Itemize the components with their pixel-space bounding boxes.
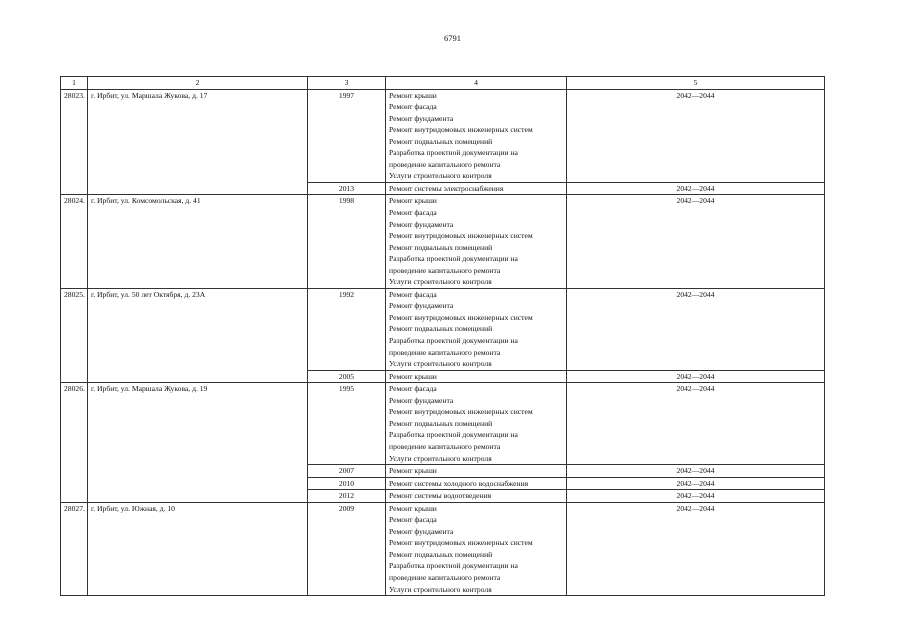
repair-works-cell xyxy=(386,182,567,195)
planned-period: 2042—2044 xyxy=(567,89,825,182)
entry-number: 28025. xyxy=(61,288,88,382)
table-row xyxy=(61,195,825,288)
repair-work-item: Разработка проектной документации на xyxy=(389,561,518,571)
repair-work-item: Ремонт крыши xyxy=(389,503,437,513)
repair-works-cell xyxy=(386,477,567,490)
repair-work-item: проведение капитального ремонта xyxy=(389,572,501,582)
last-repair-year: 2009 xyxy=(308,502,386,595)
repair-work-item: Ремонт внутридомовых инженерных систем xyxy=(389,125,533,135)
planned-period: 2042—2044 xyxy=(567,182,825,195)
header-cell: 5 xyxy=(567,77,825,90)
repair-work-item: Ремонт подвальных помещений xyxy=(389,549,493,559)
repair-work-item: Ремонт фасада xyxy=(389,384,437,394)
repair-work-item: Ремонт крыши xyxy=(389,371,437,381)
page-number: 6791 xyxy=(444,33,461,43)
last-repair-year: 2005 xyxy=(308,370,386,383)
last-repair-year: 2013 xyxy=(308,182,386,195)
header-cell: 1 xyxy=(61,77,88,90)
entry-number: 28027. xyxy=(61,502,88,595)
repair-work-item: Ремонт внутридомовых инженерных систем xyxy=(389,407,533,417)
planned-period: 2042—2044 xyxy=(567,465,825,478)
repair-work-item: Ремонт фундамента xyxy=(389,395,454,405)
last-repair-year: 1992 xyxy=(308,288,386,370)
header-cell: 2 xyxy=(88,77,308,90)
last-repair-year: 2012 xyxy=(308,490,386,503)
repair-work-item: Ремонт системы водоотведения xyxy=(389,491,492,501)
header-row xyxy=(61,77,825,90)
repair-work-item: Ремонт крыши xyxy=(389,466,437,476)
repair-work-item: Ремонт фасада xyxy=(389,515,437,525)
planned-period: 2042—2044 xyxy=(567,383,825,465)
building-address: г. Ирбит, ул. Южная, д. 10 xyxy=(88,502,308,595)
repair-works-cell xyxy=(386,370,567,383)
building-address: г. Ирбит, ул. 50 лет Октября, д. 23А xyxy=(88,288,308,382)
last-repair-year: 1995 xyxy=(308,383,386,465)
planned-period: 2042—2044 xyxy=(567,370,825,383)
repair-work-item: Ремонт фасада xyxy=(389,208,437,218)
repair-work-item: Ремонт фундамента xyxy=(389,526,454,536)
last-repair-year: 2007 xyxy=(308,465,386,478)
repair-work-item: Ремонт фасада xyxy=(389,102,437,112)
table-row xyxy=(61,502,825,595)
planned-period: 2042—2044 xyxy=(567,490,825,503)
repair-work-item: Разработка проектной документации на xyxy=(389,148,518,158)
repair-work-item: Ремонт внутридомовых инженерных систем xyxy=(389,231,533,241)
header-cell: 3 xyxy=(308,77,386,90)
repair-work-item: проведение капитального ремонта xyxy=(389,159,501,169)
repair-work-item: Ремонт фасада xyxy=(389,289,437,299)
repair-work-item: Ремонт подвальных помещений xyxy=(389,418,493,428)
repair-works-cell xyxy=(386,288,567,370)
repair-work-item: Разработка проектной документации на xyxy=(389,430,518,440)
repair-work-item: Услуги строительного контроля xyxy=(389,171,492,181)
repair-work-item: Ремонт системы холодного водоснабжения xyxy=(389,478,529,488)
repair-work-item: Ремонт фундамента xyxy=(389,113,454,123)
repair-work-item: проведение капитального ремонта xyxy=(389,265,501,275)
repair-work-item: Услуги строительного контроля xyxy=(389,453,492,463)
planned-period: 2042—2044 xyxy=(567,477,825,490)
building-address: г. Ирбит, ул. Маршала Жукова, д. 19 xyxy=(88,383,308,502)
planned-period: 2042—2044 xyxy=(567,195,825,288)
repair-works-cell xyxy=(386,465,567,478)
repair-works-cell xyxy=(386,89,567,182)
repair-works-cell xyxy=(386,383,567,465)
entry-number: 28026. xyxy=(61,383,88,502)
header-cell: 4 xyxy=(386,77,567,90)
planned-period: 2042—2044 xyxy=(567,502,825,595)
repair-work-item: Ремонт крыши xyxy=(389,196,437,206)
repair-work-item: проведение капитального ремонта xyxy=(389,441,501,451)
repair-schedule-table xyxy=(60,76,825,596)
repair-work-item: Услуги строительного контроля xyxy=(389,359,492,369)
last-repair-year: 1997 xyxy=(308,89,386,182)
table-row xyxy=(61,288,825,370)
repair-work-item: Разработка проектной документации на xyxy=(389,336,518,346)
last-repair-year: 2010 xyxy=(308,477,386,490)
repair-work-item: Ремонт подвальных помещений xyxy=(389,324,493,334)
repair-work-item: Ремонт фундамента xyxy=(389,219,454,229)
repair-work-item: Ремонт системы электроснабжения xyxy=(389,183,504,193)
repair-work-item: Услуги строительного контроля xyxy=(389,584,492,594)
entry-number: 28023. xyxy=(61,89,88,195)
repair-works-cell xyxy=(386,195,567,288)
repair-works-cell xyxy=(386,490,567,503)
repair-work-item: Ремонт внутридомовых инженерных систем xyxy=(389,538,533,548)
repair-work-item: проведение капитального ремонта xyxy=(389,347,501,357)
table-row xyxy=(61,89,825,182)
repair-work-item: Ремонт крыши xyxy=(389,90,437,100)
building-address: г. Ирбит, ул. Маршала Жукова, д. 17 xyxy=(88,89,308,195)
repair-work-item: Ремонт внутридомовых инженерных систем xyxy=(389,312,533,322)
repair-work-item: Услуги строительного контроля xyxy=(389,277,492,287)
table-row xyxy=(61,383,825,465)
repair-work-item: Ремонт подвальных помещений xyxy=(389,242,493,252)
repair-works-cell xyxy=(386,502,567,595)
repair-work-item: Ремонт подвальных помещений xyxy=(389,136,493,146)
repair-work-item: Ремонт фундамента xyxy=(389,301,454,311)
planned-period: 2042—2044 xyxy=(567,288,825,370)
last-repair-year: 1998 xyxy=(308,195,386,288)
repair-work-item: Разработка проектной документации на xyxy=(389,254,518,264)
building-address: г. Ирбит, ул. Комсомольская, д. 41 xyxy=(88,195,308,288)
entry-number: 28024. xyxy=(61,195,88,288)
